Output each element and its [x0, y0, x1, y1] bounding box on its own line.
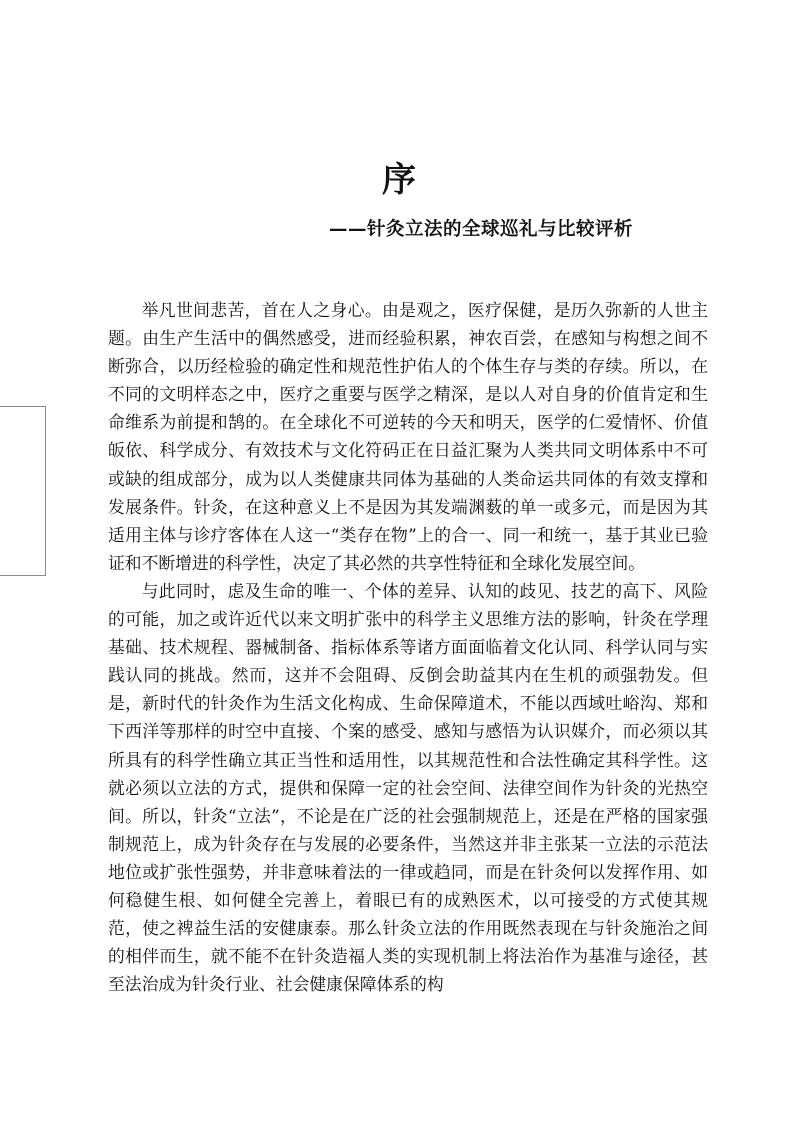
- page-margin-bracket: [0, 406, 46, 576]
- page-subtitle: ——针灸立法的全球巡礼与比较评析: [328, 219, 633, 240]
- page-title: 序: [382, 160, 418, 200]
- paragraph-2: 与此同时，虑及生命的唯一、个体的差异、认知的歧见、技艺的高下、风险的可能，加之或许近代以来文明扩张中的科学主义思维方法的影响，针灸在学理基础、技术规程、器械制备、指标体系等诸方面面临着文化认同、科学认同与实践认同的挑战。然而，这并不会阻碍、反倒会助益其内在生机的顽强勃发。但是，新时代的针灸作为生活文化构成、生命保障道术，不能以西域吐峪沟、郑和下西洋等那样的时空中直接、个案的感受、感知与感悟为认识媒介，而必须以其所具有的科学性确立其正当性和适用性，以其规范性和合法性确定其科学性。这就必须以立法的方式，提供和保障一定的社会空间、法律空间作为针灸的光热空间。所以，针灸“立法”，不论是在广泛的社会强制规范上，还是在严格的国家强制规范上，成为针灸存在与发展的必要条件，当然这并非主张某一立法的示范法地位或扩张性强势，并非意味着法的一律或趋同，而是在针灸何以发挥作用、如何稳健生根、如何健全完善上，着眼已有的成熟医术，以可接受的方式使其规范，使之裨益生活的安健康泰。那么针灸立法的作用既然表现在与针灸施治之间的相伴而生，就不能不在针灸造福人类的实现机制上将法治作为基准与途径，甚至法治成为针灸行业、社会健康保障体系的构: [108, 580, 708, 995]
- body-text: [108, 296, 708, 998]
- paragraph-1: 举凡世间悲苦，首在人之身心。由是观之，医疗保健，是历久弥新的人世主题。由生产生活中的偶然感受，进而经验积累，神农百尝，在感知与构想之间不断弥合，以历经检验的确定性和规范性护佑人的个体生存与类的存续。所以，在不同的文明样态之中，医疗之重要与医学之精深，是以人对自身的价值肯定和生命维系为前提和鹄的。在全球化不可逆转的今天和明天，医学的仁爱情怀、价值皈依、科学成分、有效技术与文化符码正在日益汇聚为人类共同文明体系中不可或缺的组成部分，成为以人类健康共同体为基础的人类命运共同体的有效支撑和发展条件。针灸，在这种意义上不是因为其发端渊薮的单一或多元，而是因为其适用主体与诊疗客体在人这一“类存在物”上的合一、同一和统一，基于其业已验证和不断增进的科学性，决定了其必然的共享性特征和全球化发展空间。: [108, 300, 708, 573]
